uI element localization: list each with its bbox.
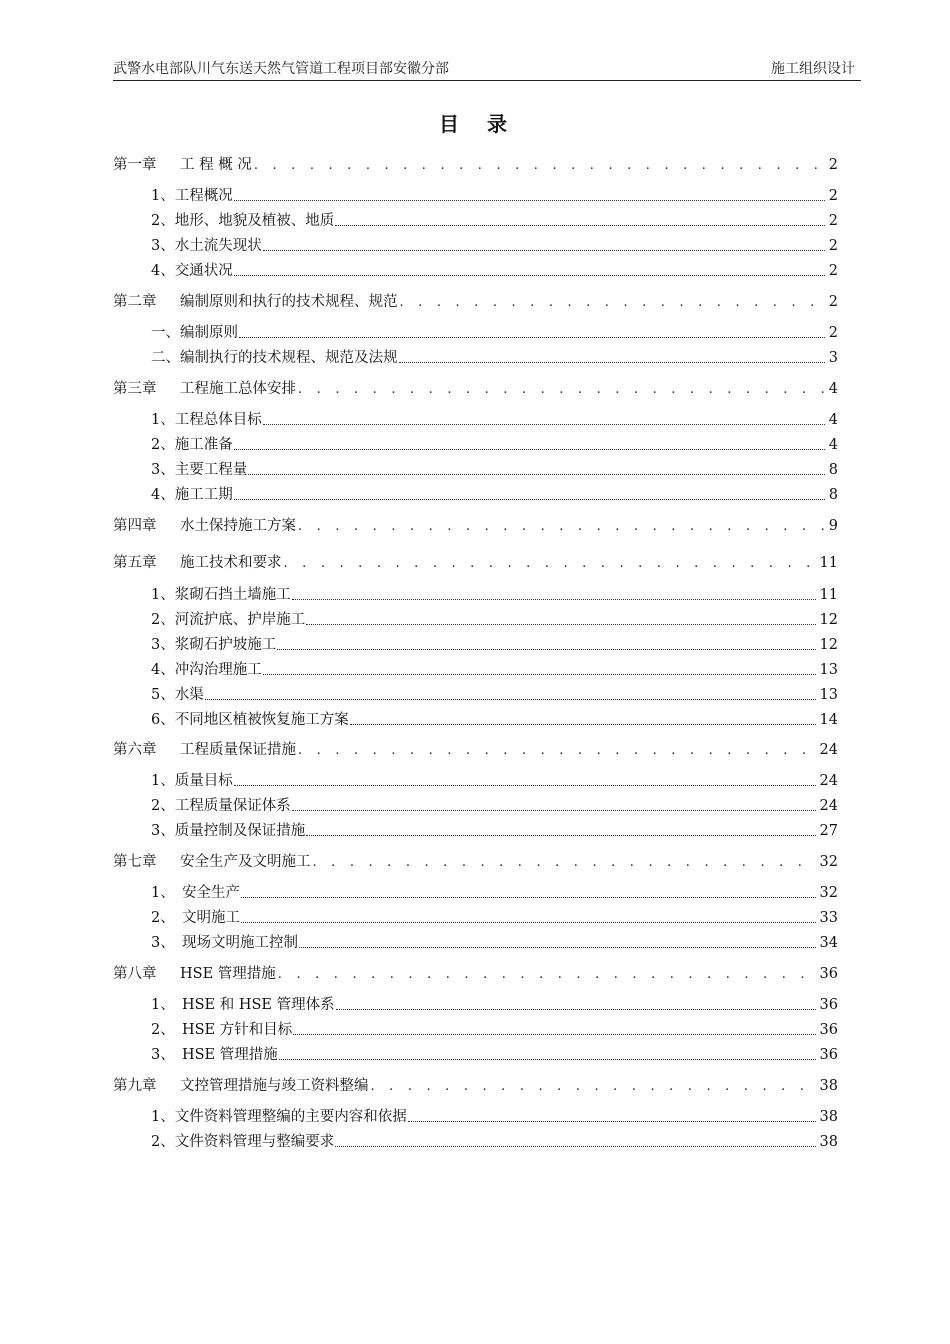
- dot-leader: [335, 1146, 815, 1147]
- page-number: 36: [819, 997, 838, 1013]
- page-number: 24: [819, 773, 838, 789]
- chapter-number: 第二章: [113, 294, 157, 310]
- toc-entry-title: [113, 1077, 369, 1095]
- dot-leader: [299, 947, 816, 948]
- dot-leader: [263, 674, 816, 675]
- page-number: 14: [819, 712, 838, 728]
- dot-leader: [277, 649, 815, 650]
- toc-section-row[interactable]: [113, 607, 838, 629]
- toc-entry-title: 2、施工准备: [151, 437, 233, 453]
- page-number: 36: [819, 966, 838, 982]
- dot-leader: [234, 275, 825, 276]
- page-number: 2: [828, 238, 838, 254]
- toc-section-row[interactable]: [113, 582, 838, 604]
- toc-entry-title: 3、 HSE 管理措施: [151, 1047, 278, 1063]
- dot-leader: [279, 1059, 816, 1060]
- page-number: 4: [828, 437, 838, 453]
- page-number: 38: [819, 1134, 838, 1150]
- page-number: 12: [819, 612, 838, 628]
- toc-entry-title: [113, 554, 282, 572]
- dot-leader: [292, 599, 816, 600]
- chapter-title: 安全生产及文明施工: [180, 854, 311, 870]
- dot-leader: [293, 1034, 815, 1035]
- chapter-number: 第七章: [113, 854, 157, 870]
- toc-entry-title: 2、地形、地貌及植被、地质: [151, 213, 335, 229]
- dot-leader: [350, 724, 816, 725]
- toc-entry-title: [113, 965, 276, 983]
- dot-leader: [263, 250, 825, 251]
- dot-leader: [298, 743, 815, 759]
- dot-leader: [239, 337, 825, 338]
- toc-entry-title: [113, 156, 252, 174]
- toc-section-row[interactable]: [113, 707, 838, 729]
- dot-leader: [298, 382, 824, 398]
- toc-section-row[interactable]: [113, 992, 838, 1014]
- toc-chapter-row[interactable]: [113, 737, 838, 759]
- dot-leader: [371, 1079, 815, 1095]
- toc-section-row[interactable]: [113, 345, 838, 367]
- toc-chapter-row[interactable]: [113, 376, 838, 398]
- toc-section-row[interactable]: [113, 905, 838, 927]
- toc-section-row[interactable]: [113, 482, 838, 504]
- chapter-number: 第三章: [113, 381, 157, 397]
- toc-entry-title: [113, 380, 296, 398]
- toc-entry-title: 4、交通状况: [151, 263, 233, 279]
- toc-section-row[interactable]: [113, 657, 838, 679]
- dot-leader: [400, 295, 824, 311]
- dot-leader: [306, 624, 815, 625]
- dot-leader: [254, 158, 824, 174]
- toc-section-row[interactable]: [113, 407, 838, 429]
- dot-leader: [336, 1009, 816, 1010]
- toc-entry-title: 1、工程概况: [151, 188, 233, 204]
- toc-entry-title: 4、施工工期: [151, 487, 233, 503]
- page-number: 8: [828, 487, 838, 503]
- chapter-title: 文控管理措施与竣工资料整编: [180, 1078, 369, 1094]
- toc-entry-title: 2、工程质量保证体系: [151, 798, 291, 814]
- dot-leader: [234, 449, 825, 450]
- page-number: 11: [819, 555, 838, 571]
- page-number: 27: [819, 823, 838, 839]
- toc-entry-title: [113, 741, 296, 759]
- dot-leader: [292, 810, 816, 811]
- toc-entry-title: 2、文件资料管理与整编要求: [151, 1134, 335, 1150]
- toc-entry-title: 1、工程总体目标: [151, 412, 262, 428]
- page-number: 2: [828, 263, 838, 279]
- toc-entry-title: [113, 293, 398, 311]
- chapter-title: HSE 管理措施: [180, 966, 276, 982]
- toc-entry-title: 2、河流护底、护岸施工: [151, 612, 306, 628]
- dot-leader: [248, 474, 825, 475]
- dot-leader: [284, 556, 815, 572]
- page-header: [113, 60, 861, 81]
- chapter-number: 第六章: [113, 742, 157, 758]
- page-number: 24: [819, 742, 838, 758]
- toc-entry-title: 3、主要工程量: [151, 462, 248, 478]
- chapter-number: 第九章: [113, 1078, 157, 1094]
- toc-section-row[interactable]: [113, 208, 838, 230]
- dot-leader: [408, 1121, 816, 1122]
- page-number: 13: [819, 662, 838, 678]
- toc-entry-title: 1、 HSE 和 HSE 管理体系: [151, 997, 335, 1013]
- toc-section-row[interactable]: [113, 432, 838, 454]
- toc-section-row[interactable]: [113, 930, 838, 952]
- toc-section-row[interactable]: [113, 1042, 838, 1064]
- dot-leader: [278, 967, 815, 983]
- toc-section-row[interactable]: [113, 258, 838, 280]
- dot-leader: [205, 699, 816, 700]
- toc-section-row[interactable]: [113, 880, 838, 902]
- chapter-title: 编制原则和执行的技术规程、规范: [180, 294, 398, 310]
- toc-entry-title: 2、 HSE 方针和目标: [151, 1022, 293, 1038]
- chapter-title: 工程质量保证措施: [180, 742, 296, 758]
- toc-entry-title: [113, 853, 311, 871]
- toc-entry-title: 3、浆砌石护坡施工: [151, 637, 277, 653]
- page-number: 3: [828, 350, 838, 366]
- toc-section-row[interactable]: [113, 768, 838, 790]
- toc-entry-title: 1、质量目标: [151, 773, 233, 789]
- chapter-number: 第五章: [113, 555, 157, 571]
- dot-leader: [399, 362, 825, 363]
- header-document-type: 施工组织设计: [771, 61, 855, 77]
- toc-chapter-row[interactable]: [113, 961, 838, 983]
- toc-entry-title: 4、冲沟治理施工: [151, 662, 262, 678]
- page-number: 12: [819, 637, 838, 653]
- page-number: 32: [819, 885, 838, 901]
- chapter-title: 工程施工总体安排: [180, 381, 296, 397]
- dot-leader: [234, 200, 825, 201]
- toc-section-row[interactable]: [113, 183, 838, 205]
- toc-entry-title: 6、不同地区植被恢复施工方案: [151, 712, 349, 728]
- page-number: 8: [828, 462, 838, 478]
- page-number: 11: [819, 587, 838, 603]
- chapter-number: 第一章: [113, 157, 157, 173]
- toc-chapter-row[interactable]: [113, 289, 838, 311]
- page-number: 4: [828, 381, 838, 397]
- toc-section-row[interactable]: [113, 320, 838, 342]
- toc-entry-title: 1、浆砌石挡土墙施工: [151, 587, 291, 603]
- page-number: 2: [828, 213, 838, 229]
- chapter-title: 水土保持施工方案: [180, 518, 296, 534]
- dot-leader: [313, 855, 815, 871]
- toc-section-row[interactable]: [113, 1017, 838, 1039]
- page-number: 4: [828, 412, 838, 428]
- page-number: 2: [828, 188, 838, 204]
- page-number: 9: [828, 518, 838, 534]
- page-number: 2: [828, 157, 838, 173]
- toc-entry-title: 1、文件资料管理整编的主要内容和依据: [151, 1109, 407, 1125]
- toc-entry-title: 二、编制执行的技术规程、规范及法规: [151, 350, 398, 366]
- page-number: 24: [819, 798, 838, 814]
- page-title: 目 录: [439, 112, 511, 136]
- toc-section-row[interactable]: [113, 1104, 838, 1126]
- chapter-number: 第八章: [113, 966, 157, 982]
- toc-section-row[interactable]: [113, 793, 838, 815]
- toc-entry-title: [113, 517, 296, 535]
- page-number: 33: [819, 910, 838, 926]
- toc-section-row[interactable]: [113, 818, 838, 840]
- toc-section-row[interactable]: [113, 632, 838, 654]
- dot-leader: [306, 835, 815, 836]
- dot-leader: [335, 225, 825, 226]
- dot-leader: [298, 519, 824, 535]
- toc-entry-title: 5、水渠: [151, 687, 204, 703]
- header-organization: 武警水电部队川气东送天然气管道工程项目部安徽分部: [113, 61, 449, 77]
- page-number: 36: [819, 1047, 838, 1063]
- dot-leader: [241, 897, 816, 898]
- page-number: 34: [819, 935, 838, 951]
- toc-chapter-row[interactable]: [113, 849, 838, 871]
- toc-chapter-row[interactable]: [113, 1073, 838, 1095]
- toc-section-row[interactable]: [113, 233, 838, 255]
- toc-entry-title: 一、编制原则: [151, 325, 238, 341]
- dot-leader: [234, 499, 825, 500]
- toc-entry-title: 3、质量控制及保证措施: [151, 823, 306, 839]
- toc-entry-title: 3、 现场文明施工控制: [151, 935, 298, 951]
- page-number: 13: [819, 687, 838, 703]
- toc-entry-title: 2、 文明施工: [151, 910, 240, 926]
- chapter-number: 第四章: [113, 518, 157, 534]
- toc-chapter-row[interactable]: [113, 513, 838, 535]
- dot-leader: [234, 785, 816, 786]
- toc-section-row[interactable]: [113, 457, 838, 479]
- page-number: 2: [828, 325, 838, 341]
- dot-leader: [241, 922, 816, 923]
- toc-entry-title: 3、水土流失现状: [151, 238, 262, 254]
- page-number: 32: [819, 854, 838, 870]
- page-number: 38: [819, 1109, 838, 1125]
- toc-section-row[interactable]: [113, 682, 838, 704]
- chapter-title: 施工技术和要求: [180, 555, 282, 571]
- toc-chapter-row[interactable]: [113, 550, 838, 572]
- page-number: 36: [819, 1022, 838, 1038]
- dot-leader: [263, 424, 825, 425]
- chapter-title: 工 程 概 况: [180, 157, 252, 173]
- toc-chapter-row[interactable]: [113, 152, 838, 174]
- page-number: 2: [828, 294, 838, 310]
- toc-entry-title: 1、 安全生产: [151, 885, 240, 901]
- page-number: 38: [819, 1078, 838, 1094]
- toc-section-row[interactable]: [113, 1129, 838, 1151]
